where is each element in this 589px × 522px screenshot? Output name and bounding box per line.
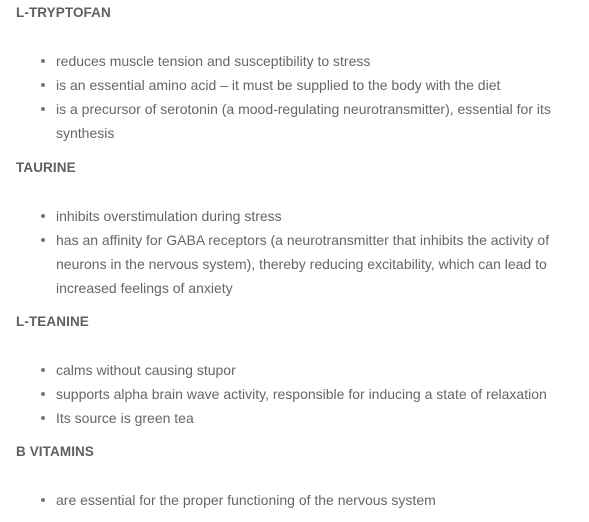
- list-item: is a precursor of serotonin (a mood-regulating neurotransmitter), essential for its synthesis: [16, 97, 556, 145]
- section-b-vitamins: [16, 443, 573, 512]
- section-l-teanine: [16, 313, 573, 430]
- bullet-list: [16, 358, 573, 430]
- section-heading: B VITAMINS: [16, 444, 94, 459]
- list-item: calms without causing stupor: [16, 358, 556, 382]
- bullet-list: [16, 204, 573, 300]
- list-item: are essential for the proper functioning of the nervous system: [16, 488, 556, 512]
- list-item: is an essential amino acid – it must be supplied to the body with the diet: [16, 73, 556, 97]
- list-item: reduces muscle tension and susceptibility to stress: [16, 49, 556, 73]
- list-item: inhibits overstimulation during stress: [16, 204, 556, 228]
- bullet-list: [16, 49, 573, 145]
- list-item: supports alpha brain wave activity, responsible for inducing a state of relaxation: [16, 382, 556, 406]
- section-l-tryptofan: [16, 4, 573, 145]
- bullet-list: [16, 488, 573, 512]
- list-item: has an affinity for GABA receptors (a neurotransmitter that inhibits the activity of neurons in the nervous system), thereby reducing excitability, which can lead to increased feelings of anxiety: [16, 228, 556, 300]
- section-heading: TAURINE: [16, 160, 76, 175]
- section-heading: L-TRYPTOFAN: [16, 5, 111, 20]
- section-heading: L-TEANINE: [16, 314, 89, 329]
- list-item: Its source is green tea: [16, 406, 556, 430]
- section-taurine: [16, 159, 573, 300]
